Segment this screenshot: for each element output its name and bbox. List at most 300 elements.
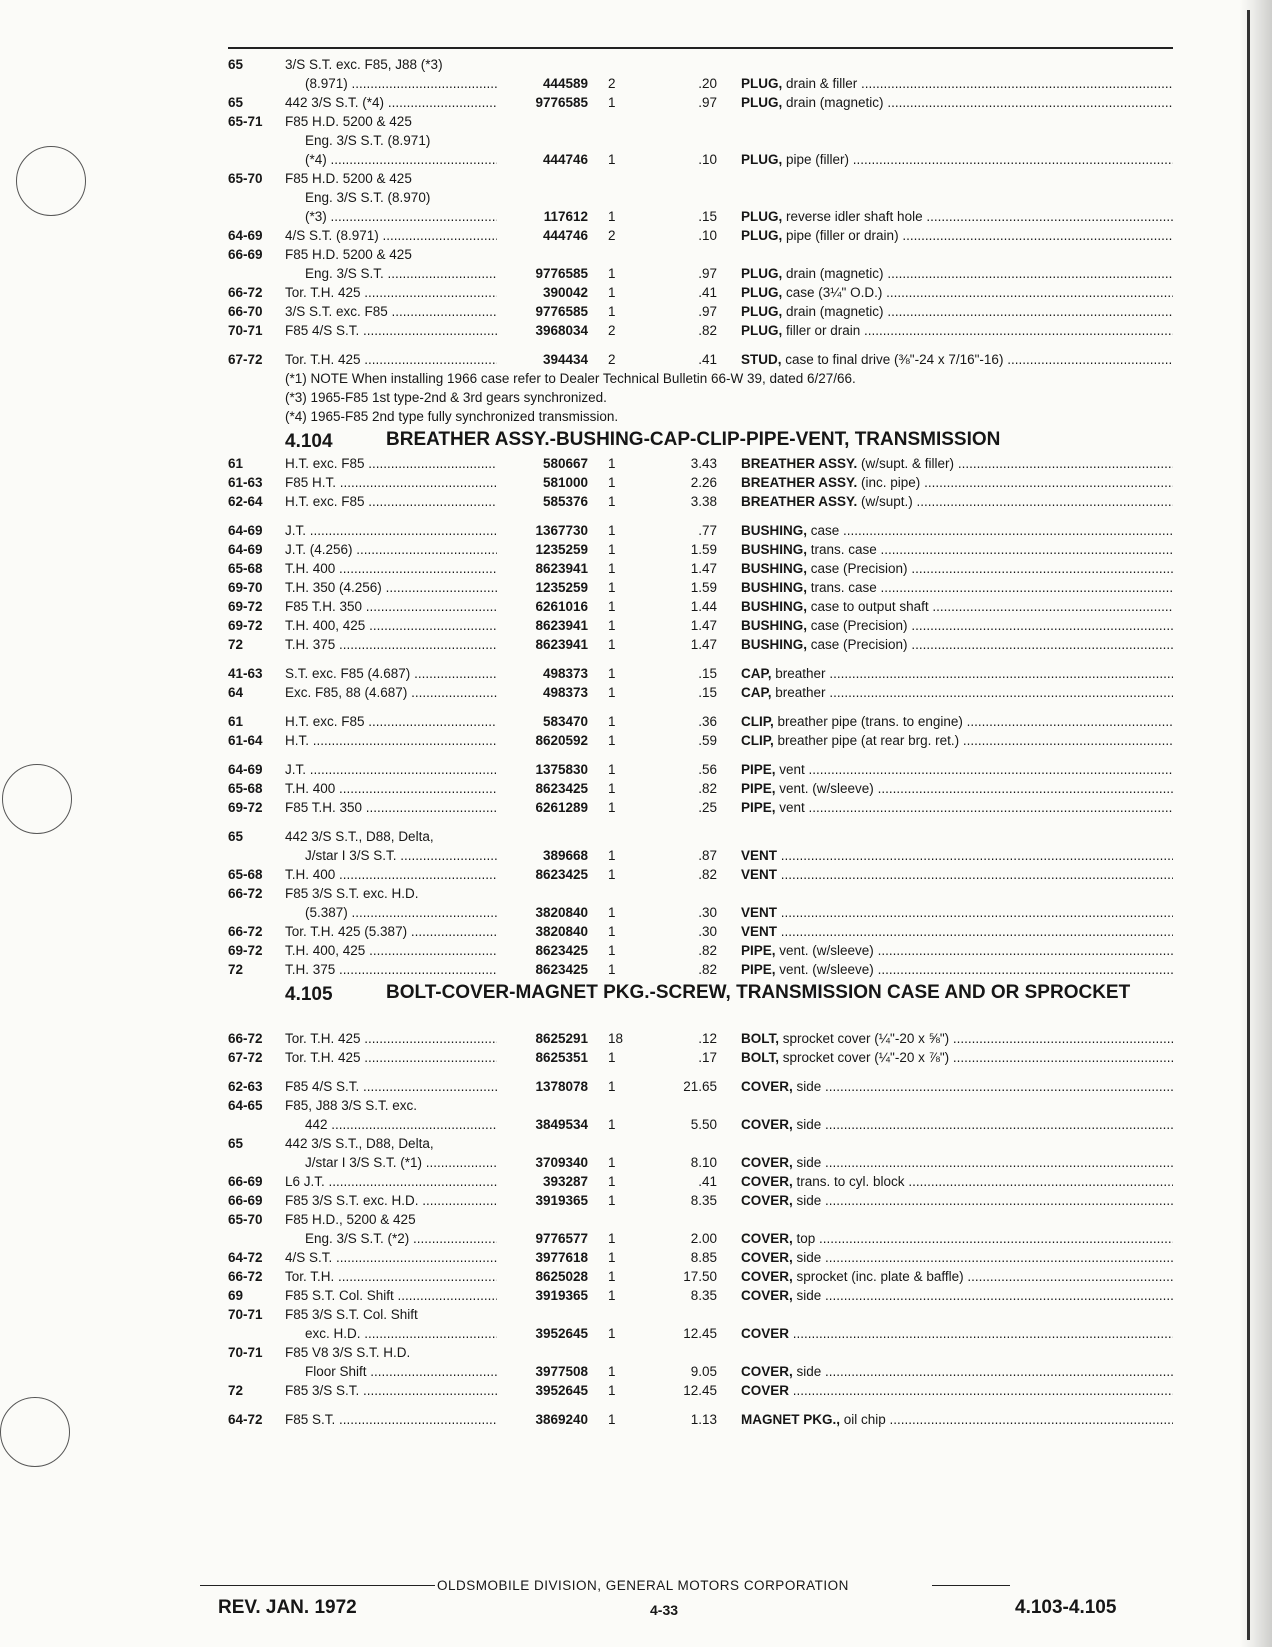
application: T.H. 400 .....	[285, 779, 497, 798]
part-detail: case (Precision)	[807, 637, 908, 652]
part-name: BUSHING,	[741, 580, 808, 595]
parts-row	[0, 188, 1272, 207]
part-detail: trans. case	[807, 580, 877, 595]
part-name: PIPE,	[741, 781, 776, 796]
model-year: 66-72	[228, 924, 263, 939]
parts-row	[0, 245, 1272, 264]
part-name: BUSHING,	[741, 618, 808, 633]
application: F85 S.T. .....	[285, 1410, 497, 1429]
parts-row	[0, 884, 1272, 903]
header-rule	[228, 47, 1173, 49]
application: 3/S S.T. exc. F85, J88 (*3)	[285, 57, 443, 72]
price: .12	[698, 1031, 717, 1046]
part-number: 8623425	[535, 781, 588, 796]
part-description	[741, 1077, 1173, 1096]
part-description	[741, 1381, 1173, 1400]
part-number: 8623425	[535, 867, 588, 882]
parts-row	[0, 865, 1272, 884]
price: .97	[698, 304, 717, 319]
part-name: COVER,	[741, 1193, 793, 1208]
part-number: 8623425	[535, 943, 588, 958]
model-year: 67-72	[228, 352, 263, 367]
part-number: 3869240	[535, 1412, 588, 1427]
part-detail: side	[792, 1079, 822, 1094]
part-description	[741, 635, 1173, 654]
model-year: 72	[228, 1383, 244, 1398]
part-number: 8623941	[535, 561, 588, 576]
parts-row	[0, 779, 1272, 798]
price: 1.44	[690, 599, 717, 614]
model-year: 69-72	[228, 618, 263, 633]
model-year: 64-72	[228, 1250, 263, 1265]
quantity: 1	[608, 1269, 616, 1284]
quantity: 1	[608, 304, 616, 319]
part-detail: (w/supt.)	[857, 494, 913, 509]
model-year: 66-69	[228, 1193, 263, 1208]
part-name: PLUG,	[741, 209, 783, 224]
model-year: 64-72	[228, 1412, 263, 1427]
part-description	[741, 664, 1173, 683]
quantity: 2	[608, 323, 616, 338]
part-detail: vent	[775, 800, 805, 815]
parts-row	[0, 798, 1272, 817]
group-spacer	[0, 1067, 1272, 1077]
application: S.T. exc. F85 (4.687) .....	[285, 664, 497, 683]
price: .17	[698, 1050, 717, 1065]
price: .30	[698, 905, 717, 920]
quantity: 1	[608, 1174, 616, 1189]
part-name: CAP,	[741, 685, 772, 700]
quantity: 2	[608, 228, 616, 243]
price: .41	[698, 285, 717, 300]
part-number: 3820840	[535, 905, 588, 920]
application: H.T. .....	[285, 731, 497, 750]
part-name: COVER,	[741, 1364, 793, 1379]
part-detail: case (Precision)	[807, 561, 908, 576]
model-year: 66-72	[228, 1031, 263, 1046]
price: .36	[698, 714, 717, 729]
part-detail: vent. (w/sleeve)	[775, 962, 874, 977]
part-number: 389668	[542, 848, 588, 863]
application: F85, J88 3/S S.T. exc.	[285, 1098, 418, 1113]
part-number: 444746	[542, 152, 588, 167]
part-detail: breather	[771, 685, 826, 700]
parts-row	[0, 635, 1272, 654]
application: T.H. 400 .....	[285, 559, 497, 578]
parts-row	[0, 846, 1272, 865]
application: F85 T.H. 350 .....	[285, 798, 497, 817]
quantity: 1	[608, 905, 616, 920]
part-description	[741, 1362, 1173, 1381]
part-number: 1235259	[535, 580, 588, 595]
part-number: 1367730	[535, 523, 588, 538]
application: 442 3/S S.T. (*4) .....	[285, 93, 497, 112]
quantity: 2	[608, 76, 616, 91]
parts-row	[0, 1096, 1272, 1115]
model-year: 66-69	[228, 247, 263, 262]
part-number: 117612	[543, 209, 588, 224]
quantity: 1	[608, 1326, 616, 1341]
part-number: 3952645	[535, 1383, 588, 1398]
part-number: 444589	[542, 76, 588, 91]
model-year: 66-69	[228, 1174, 263, 1189]
parts-row	[0, 207, 1272, 226]
price: .20	[698, 76, 717, 91]
part-description	[741, 760, 1173, 779]
quantity: 1	[608, 475, 616, 490]
application: F85 H.D. 5200 & 425	[285, 171, 412, 186]
part-detail: sprocket cover (¼"-20 x ⅞")	[779, 1050, 950, 1065]
part-name: PLUG,	[741, 266, 783, 281]
model-year: 64-65	[228, 1098, 263, 1113]
part-description	[741, 712, 1173, 731]
part-number: 8623941	[535, 637, 588, 652]
part-detail: (inc. pipe)	[857, 475, 921, 490]
part-detail: side	[792, 1193, 822, 1208]
parts-row	[0, 321, 1272, 340]
model-year: 62-64	[228, 494, 263, 509]
price: 1.47	[690, 618, 717, 633]
part-description	[741, 683, 1173, 702]
part-number: 498373	[542, 666, 588, 681]
application: J.T. .....	[285, 521, 497, 540]
parts-row	[0, 264, 1272, 283]
part-number: 1235259	[535, 542, 588, 557]
footnote: (*4) 1965-F85 2nd type fully synchronized transmission.	[285, 409, 619, 424]
quantity: 1	[608, 1155, 616, 1170]
section-title: BREATHER ASSY.-BUSHING-CAP-CLIP-PIPE-VENT, TRANSMISSION	[386, 429, 1001, 450]
parts-row	[0, 93, 1272, 112]
application: J/star I 3/S S.T. (*1) .....	[305, 1153, 497, 1172]
part-name: PIPE,	[741, 800, 776, 815]
model-year: 70-71	[228, 1307, 263, 1322]
application: J.T. .....	[285, 760, 497, 779]
parts-row	[0, 1077, 1272, 1096]
part-number: 3977508	[535, 1364, 588, 1379]
part-name: BUSHING,	[741, 599, 808, 614]
group-spacer	[0, 702, 1272, 712]
parts-row	[0, 1229, 1272, 1248]
part-description	[741, 226, 1173, 245]
part-detail: case (3¼" O.D.)	[782, 285, 883, 300]
price: .82	[698, 962, 717, 977]
model-year: 62-63	[228, 1079, 263, 1094]
group-spacer	[0, 1400, 1272, 1410]
part-name: BREATHER ASSY.	[741, 456, 858, 471]
part-name: PLUG,	[741, 285, 783, 300]
part-name: BUSHING,	[741, 542, 808, 557]
application: F85 3/S S.T. Col. Shift	[285, 1307, 418, 1322]
price: .77	[698, 523, 717, 538]
part-number: 394434	[542, 352, 588, 367]
application: T.H. 400, 425 .....	[285, 616, 497, 635]
part-number: 498373	[542, 685, 588, 700]
part-detail: side	[792, 1364, 822, 1379]
price: .82	[698, 943, 717, 958]
parts-list	[0, 55, 1272, 1429]
part-name: PIPE,	[741, 943, 776, 958]
parts-row	[0, 1305, 1272, 1324]
part-number: 8620592	[535, 733, 588, 748]
part-detail: case to final drive (⅜"-24 x 7/16"-16)	[781, 352, 1004, 367]
part-name: BOLT,	[741, 1031, 779, 1046]
parts-row	[0, 1381, 1272, 1400]
part-number: 583470	[542, 714, 588, 729]
quantity: 1	[608, 456, 616, 471]
model-year: 65-68	[228, 781, 263, 796]
parts-row	[0, 492, 1272, 511]
part-number: 3820840	[535, 924, 588, 939]
parts-row	[0, 712, 1272, 731]
part-number: 9776585	[535, 266, 588, 281]
parts-row	[0, 473, 1272, 492]
part-number: 393287	[542, 1174, 588, 1189]
price: 3.43	[690, 456, 717, 471]
model-year: 66-72	[228, 1269, 263, 1284]
part-name: COVER	[741, 1383, 790, 1398]
quantity: 1	[608, 1412, 616, 1427]
quantity: 1	[608, 867, 616, 882]
page-number: 4-33	[650, 1602, 679, 1618]
parts-row	[0, 283, 1272, 302]
part-detail: case (Precision)	[807, 618, 908, 633]
application: F85 3/S S.T. exc. H.D. .....	[285, 1191, 497, 1210]
group-spacer	[0, 817, 1272, 827]
model-year: 65-70	[228, 171, 263, 186]
part-description	[741, 74, 1173, 93]
section-number: 4.104	[285, 431, 333, 452]
quantity: 1	[608, 1079, 616, 1094]
part-description	[741, 559, 1173, 578]
part-description	[741, 207, 1173, 226]
part-detail: side	[792, 1288, 822, 1303]
part-name: COVER,	[741, 1269, 793, 1284]
part-number: 580667	[542, 456, 588, 471]
application: T.H. 350 (4.256) .....	[285, 578, 497, 597]
price: .30	[698, 924, 717, 939]
part-detail: (w/supt. & filler)	[857, 456, 955, 471]
part-name: BUSHING,	[741, 561, 808, 576]
part-description	[741, 521, 1173, 540]
part-detail: pipe (filler or drain)	[782, 228, 899, 243]
part-number: 8625291	[535, 1031, 588, 1046]
part-description	[741, 1153, 1173, 1172]
application: F85 4/S S.T. .....	[285, 321, 497, 340]
part-name: BUSHING,	[741, 637, 808, 652]
parts-row	[0, 683, 1272, 702]
application: T.H. 400, 425 .....	[285, 941, 497, 960]
parts-row	[0, 150, 1272, 169]
part-detail: side	[792, 1155, 822, 1170]
part-detail: drain (magnetic)	[782, 304, 884, 319]
part-detail: drain (magnetic)	[782, 95, 884, 110]
section-heading	[0, 430, 1272, 454]
part-description	[741, 1286, 1173, 1305]
part-name: COVER,	[741, 1155, 793, 1170]
model-year: 61	[228, 714, 244, 729]
price: 9.05	[690, 1364, 717, 1379]
quantity: 1	[608, 924, 616, 939]
part-description	[741, 283, 1173, 302]
price: .15	[698, 685, 717, 700]
part-description	[741, 1229, 1173, 1248]
quantity: 1	[608, 1231, 616, 1246]
part-detail: breather	[771, 666, 826, 681]
part-detail: breather pipe (trans. to engine)	[773, 714, 963, 729]
application: Exc. F85, 88 (4.687) .....	[285, 683, 497, 702]
price: 8.85	[690, 1250, 717, 1265]
price: 17.50	[683, 1269, 717, 1284]
part-description	[741, 616, 1173, 635]
part-name: BREATHER ASSY.	[741, 475, 858, 490]
part-description	[741, 1115, 1173, 1134]
model-year: 65	[228, 829, 244, 844]
model-year: 72	[228, 637, 244, 652]
part-number: 444746	[542, 228, 588, 243]
section-title: BOLT-COVER-MAGNET PKG.-SCREW, TRANSMISSION CASE AND OR SPROCKET	[386, 982, 1131, 1003]
part-number: 581000	[542, 475, 588, 490]
application: F85 H.D. 5200 & 425	[285, 247, 412, 262]
parts-row	[0, 350, 1272, 369]
application: F85 H.D. 5200 & 425	[285, 114, 412, 129]
part-detail: sprocket cover (¼"-20 x ⅝")	[779, 1031, 950, 1046]
part-description	[741, 93, 1173, 112]
part-description	[741, 731, 1173, 750]
application: Eng. 3/S S.T. (8.971)	[305, 133, 431, 148]
parts-row	[0, 169, 1272, 188]
part-description	[741, 1172, 1173, 1191]
part-description	[741, 540, 1173, 559]
parts-row	[0, 578, 1272, 597]
model-year: 66-72	[228, 886, 263, 901]
parts-row	[0, 131, 1272, 150]
part-description	[741, 302, 1173, 321]
price: 12.45	[683, 1326, 717, 1341]
quantity: 1	[608, 1383, 616, 1398]
price: .10	[698, 152, 717, 167]
price: .97	[698, 266, 717, 281]
quantity: 1	[608, 962, 616, 977]
part-name: VENT	[741, 924, 778, 939]
quantity: 1	[608, 561, 616, 576]
price: 21.65	[683, 1079, 717, 1094]
part-description	[741, 264, 1173, 283]
part-detail: breather pipe (at rear brg. ret.)	[773, 733, 960, 748]
model-year: 70-71	[228, 1345, 263, 1360]
parts-row	[0, 922, 1272, 941]
part-number: 3849534	[535, 1117, 588, 1132]
parts-row	[0, 226, 1272, 245]
price: 1.59	[690, 542, 717, 557]
application: Tor. T.H. .....	[285, 1267, 497, 1286]
part-detail: trans. case	[807, 542, 877, 557]
price: .82	[698, 781, 717, 796]
part-description	[741, 865, 1173, 884]
price: .41	[698, 1174, 717, 1189]
part-name: STUD,	[741, 352, 782, 367]
part-name: BREATHER ASSY.	[741, 494, 858, 509]
quantity: 1	[608, 580, 616, 595]
part-number: 3968034	[535, 323, 588, 338]
quantity: 1	[608, 685, 616, 700]
model-year: 65-70	[228, 1212, 263, 1227]
part-name: PLUG,	[741, 152, 783, 167]
application: T.H. 375 .....	[285, 635, 497, 654]
application: F85 3/S S.T. .....	[285, 1381, 497, 1400]
part-name: BOLT,	[741, 1050, 779, 1065]
application: Tor. T.H. 425 .....	[285, 283, 497, 302]
quantity: 1	[608, 733, 616, 748]
parts-row	[0, 1210, 1272, 1229]
part-description	[741, 941, 1173, 960]
price: 8.35	[690, 1288, 717, 1303]
quantity: 1	[608, 637, 616, 652]
price: 1.59	[690, 580, 717, 595]
parts-row	[0, 1362, 1272, 1381]
part-description	[741, 473, 1173, 492]
price: 5.50	[690, 1117, 717, 1132]
part-name: COVER,	[741, 1117, 793, 1132]
model-year: 61	[228, 456, 244, 471]
part-description	[741, 578, 1173, 597]
part-number: 8623941	[535, 618, 588, 633]
part-name: VENT	[741, 867, 778, 882]
parts-row	[0, 454, 1272, 473]
parts-row	[0, 55, 1272, 74]
part-description	[741, 903, 1173, 922]
part-name: MAGNET PKG.,	[741, 1412, 841, 1427]
part-name: PLUG,	[741, 76, 783, 91]
quantity: 2	[608, 352, 616, 367]
application: 442 3/S S.T., D88, Delta,	[285, 1136, 434, 1151]
part-detail: top	[792, 1231, 816, 1246]
price: 2.26	[690, 475, 717, 490]
application: F85 T.H. 350 .....	[285, 597, 497, 616]
section-heading	[0, 983, 1272, 1029]
application: H.T. exc. F85 .....	[285, 454, 497, 473]
parts-row	[0, 597, 1272, 616]
quantity: 1	[608, 714, 616, 729]
group-spacer	[0, 511, 1272, 521]
parts-row	[0, 1324, 1272, 1343]
parts-row	[0, 616, 1272, 635]
price: .56	[698, 762, 717, 777]
application: J/star I 3/S S.T. .....	[305, 846, 497, 865]
model-year: 61-64	[228, 733, 263, 748]
part-number: 3919365	[535, 1193, 588, 1208]
quantity: 1	[608, 209, 616, 224]
model-year: 67-72	[228, 1050, 263, 1065]
application: J.T. (4.256) .....	[285, 540, 497, 559]
price: 8.35	[690, 1193, 717, 1208]
quantity: 1	[608, 523, 616, 538]
quantity: 1	[608, 666, 616, 681]
part-description	[741, 1410, 1173, 1429]
model-year: 64-69	[228, 542, 263, 557]
part-detail: side	[792, 1117, 822, 1132]
part-number: 8625028	[535, 1269, 588, 1284]
part-detail: filler or drain	[782, 323, 861, 338]
application: T.H. 400 .....	[285, 865, 497, 884]
part-description	[741, 150, 1173, 169]
parts-row	[0, 1191, 1272, 1210]
part-name: COVER,	[741, 1174, 793, 1189]
part-description	[741, 492, 1173, 511]
application: Tor. T.H. 425 (5.387) .....	[285, 922, 497, 941]
part-description	[741, 1029, 1173, 1048]
quantity: 1	[608, 494, 616, 509]
model-year: 70-71	[228, 323, 263, 338]
